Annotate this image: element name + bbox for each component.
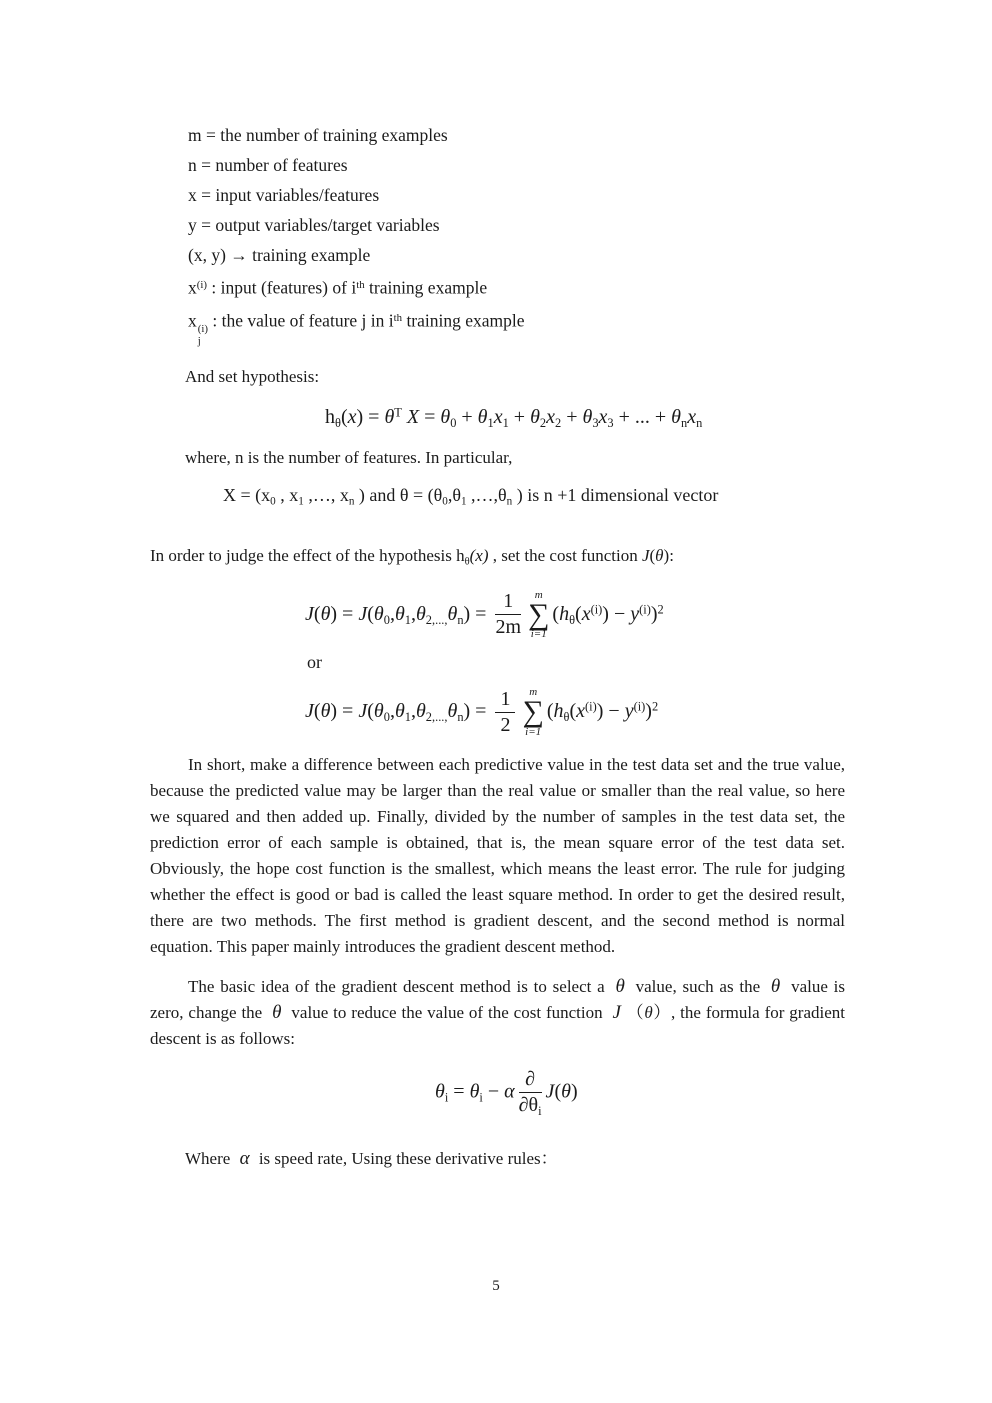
- page-number: 5: [492, 1278, 500, 1294]
- hypothesis-formula: $h\theta(x) = \theta^T$ X = θ0 + θ1x1 + θ2x2 + θ3x3 + ... + θnxn: [325, 405, 703, 430]
- vector-definition-line: X = (x0 , x1 ,…, xn ) and θ = (θ0,θ1 ,…,θn ) is n +1 dimensional vector: [223, 484, 719, 508]
- cost-formula-2: J(θ) = J(θ0,θ1,θ2,...,θn) = $\frac{1}{2}$ m ∑ i=1 $(h\theta(x^{(i)}) - y^{(i)})^2$: [305, 686, 659, 738]
- speed-rate-note: Where α is speed rate, Using these derivative rules：: [185, 1147, 558, 1169]
- definition-training-example: (x, y) → training example: [188, 245, 371, 265]
- definition-y: y = output variables/target variables: [188, 215, 440, 235]
- where-note: where, n is the number of features. In particular,: [185, 447, 513, 467]
- set-hypothesis-label: And set hypothesis:: [185, 366, 320, 386]
- definition-x-j-i: x (i) j : the value of feature j in $i^{th}$ training example: [188, 310, 525, 347]
- or-label: or: [307, 652, 322, 673]
- cost-function-intro: In order to judge the effect of the hypothesis hθ(x) , set the cost function J(θ):: [150, 546, 674, 568]
- definition-x-i: $x^{(i)}$ : input (features) of $i^{th}$ training example: [188, 277, 488, 298]
- definition-m: m = the number of training examples: [188, 125, 448, 145]
- gradient-descent-formula: θi = θi − α $\frac{\partial}{\partial\theta i}$ J(θ): [435, 1067, 578, 1118]
- paragraph-gradient-idea: The basic idea of the gradient descent method is to select a θ value, such as the θ value is zero, change the θ value to reduce the value of the cost function J （θ）, the formula for gradient descent is as follows:: [150, 975, 846, 1048]
- cost-formula-2m: J(θ) = J(θ0,θ1,θ2,...,θn) = $\frac{1}{2m}$ m ∑ i=1 $(h\theta(x^{(i)}) - y^{(i)})^2$: [305, 588, 664, 641]
- notation-definitions: [188, 120, 845, 347]
- definition-x: x = input variables/features: [188, 185, 380, 205]
- paragraph-summary: In short, make a difference between each predictive value in the test data set and the true value, because the predicted value may be larger than the real value or smaller than the real value, so here we squared and then added up. Finally, divided by the number of samples in the test data set, the prediction error of each sample is obtained, that is, the mean square error of the test data set. Obviously, the hope cost function is the smallest, which means the least error. The rule for judging whether the effect is good or bad is called the least square method. In order to get the desired result, there are two methods. The first method is gradient descent, and the second method is normal equation. This paper mainly introduces the gradient descent method.: [150, 754, 845, 956]
- definition-n: n = number of features: [188, 155, 348, 175]
